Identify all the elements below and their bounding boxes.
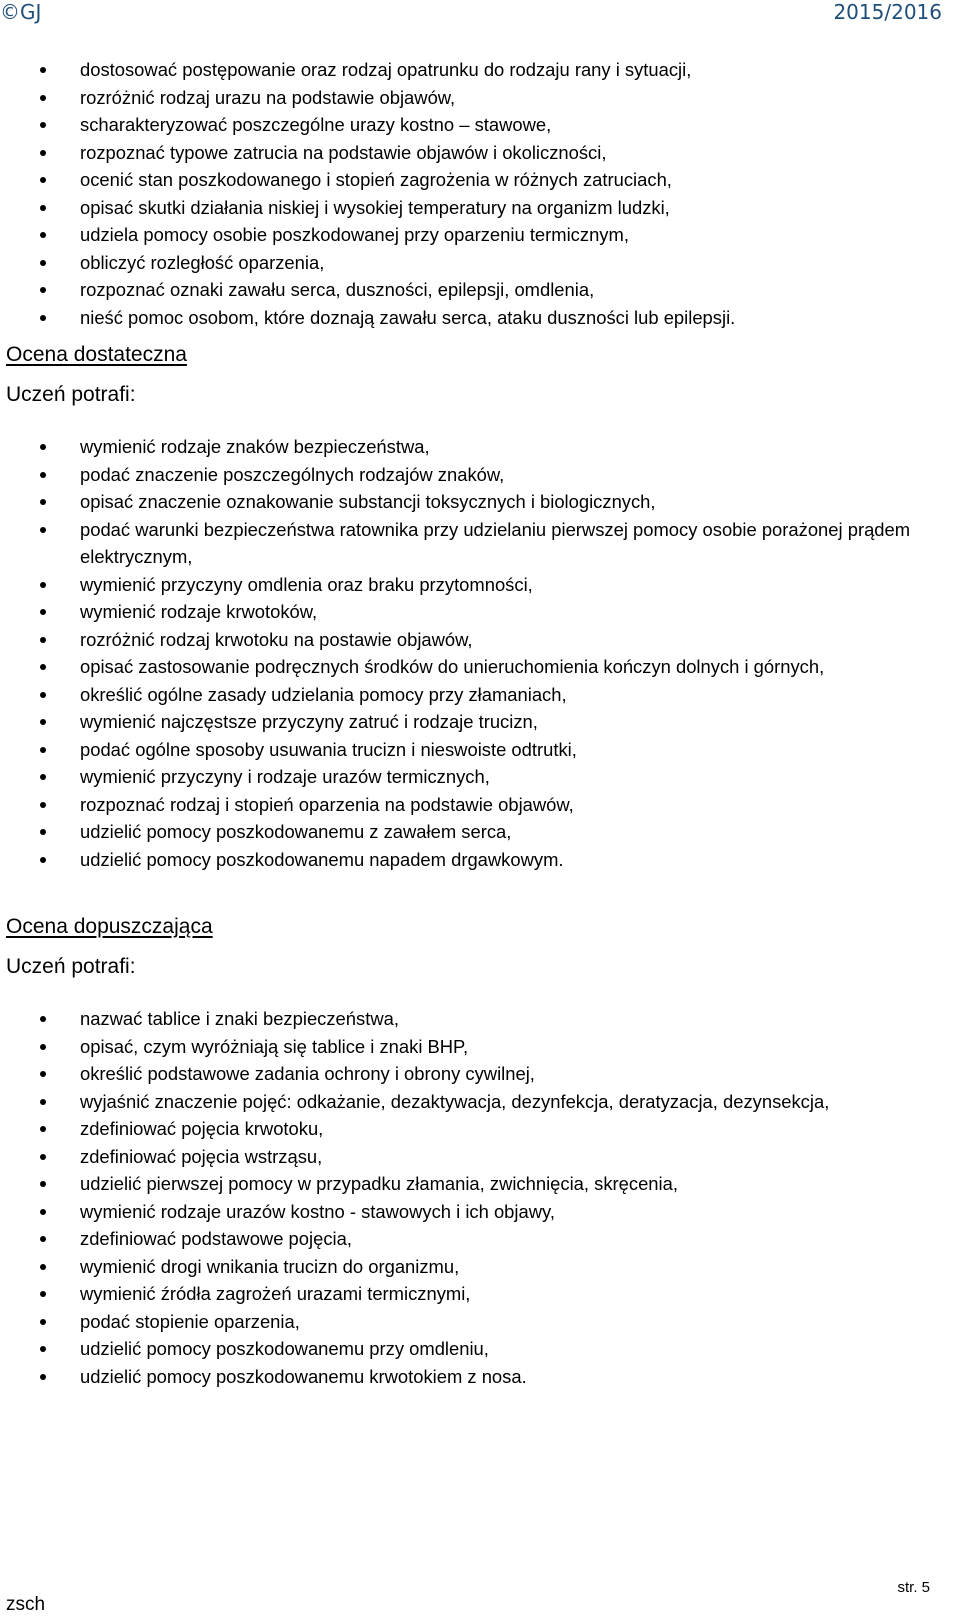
list-item-text: nazwać tablice i znaki bezpieczeństwa, (80, 1008, 399, 1029)
list-item-text: podać stopienie oparzenia, (80, 1310, 300, 1332)
bullet-icon (40, 1264, 46, 1270)
list-item-text: podać warunki bezpieczeństwa ratownika przy udzielaniu pierwszej pomocy osobie porażonej prądem elektrycznym, (80, 518, 911, 567)
list-item-text: zdefiniować pojęcia krwotoku, (80, 1118, 324, 1139)
list-item (0, 1143, 960, 1171)
list-item-text: podać ogólne sposoby usuwania trucizn i nieswoiste odtrutki, (80, 738, 577, 760)
bullet-icon (40, 150, 46, 156)
bullet-icon (40, 692, 46, 698)
footer-label: zsch (6, 1594, 46, 1615)
list-item-text: zdefiniować podstawowe pojęcia, (80, 1228, 352, 1249)
list-item (0, 1115, 960, 1143)
list-item-text: opisać, czym wyróżniają się tablice i znaki BHP, (80, 1035, 469, 1057)
list-item (0, 433, 960, 461)
list-item (0, 276, 960, 304)
list-item-text: rozróżnić rodzaj urazu na podstawie objawów, (80, 86, 456, 108)
list-item-text: opisać zastosowanie podręcznych środków do unieruchomienia kończyn dolnych i górnych, (80, 656, 825, 677)
bullet-icon (40, 205, 46, 211)
bullet-icon (40, 1154, 46, 1160)
list-item-text: udzielić pierwszej pomocy w przypadku złamania, zwichnięcia, skręcenia, (80, 1173, 678, 1194)
list-item (0, 56, 960, 84)
page-number: str. 5 (897, 1579, 930, 1596)
list-item (0, 1363, 960, 1391)
document-body (0, 56, 960, 1390)
list-item-text: obliczyć rozległość oparzenia, (80, 251, 325, 273)
bullet-icon (40, 1236, 46, 1242)
list-item (0, 1005, 960, 1033)
list-item (0, 1198, 960, 1226)
list-item (0, 249, 960, 277)
list-item-text: podać znaczenie poszczególnych rodzajów znaków, (80, 463, 505, 485)
bullet-icon (40, 1319, 46, 1325)
bullet-icon (40, 1126, 46, 1132)
list-item-text: wymienić rodzaje urazów kostno - stawowych i ich objawy, (80, 1200, 555, 1222)
bullet-icon (40, 527, 46, 533)
list-item-text: udziela pomocy osobie poszkodowanej przy oparzeniu termicznym, (80, 224, 629, 245)
list-item (0, 488, 960, 516)
section-subheading-dopuszczajaca: Uczeń potrafi: (6, 955, 136, 978)
list-item (0, 139, 960, 167)
bullet-icon (40, 1099, 46, 1105)
bullet-list-dostateczna (0, 433, 960, 873)
header-copyright: ©GJ (0, 0, 42, 24)
list-item (0, 84, 960, 112)
list-item-text: scharakteryzować poszczególne urazy kostno – stawowe, (80, 114, 552, 135)
list-item (0, 221, 960, 249)
list-item-text: udzielić pomocy poszkodowanemu napadem drgawkowym. (80, 848, 564, 870)
list-item (0, 846, 960, 874)
list-item-text: dostosować postępowanie oraz rodzaj opatrunku do rodzaju rany i sytuacji, (80, 59, 692, 80)
list-item (0, 304, 960, 332)
list-item-text: udzielić pomocy poszkodowanemu przy omdleniu, (80, 1338, 489, 1359)
list-item-text: ocenić stan poszkodowanego i stopień zagrożenia w różnych zatruciach, (80, 169, 672, 190)
list-item-text: określić ogólne zasady udzielania pomocy przy złamaniach, (80, 683, 567, 705)
bullet-list-dopuszczajaca (0, 1005, 960, 1390)
bullet-icon (40, 1181, 46, 1187)
bullet-icon (40, 1016, 46, 1022)
list-item (0, 626, 960, 654)
list-item (0, 791, 960, 819)
bullet-icon (40, 122, 46, 128)
list-item-text: wymienić źródła zagrożeń urazami termicznymi, (80, 1283, 471, 1304)
list-item (0, 653, 960, 681)
list-item-text: rozpoznać typowe zatrucia na podstawie objawów i okoliczności, (80, 141, 607, 163)
list-item-text: wymienić przyczyny omdlenia oraz braku przytomności, (80, 573, 533, 595)
list-item (0, 1060, 960, 1088)
list-item (0, 1088, 960, 1116)
bullet-icon (40, 1209, 46, 1215)
list-item-text: rozpoznać oznaki zawału serca, duszności, epilepsji, omdlenia, (80, 279, 595, 300)
list-item (0, 681, 960, 709)
bullet-icon (40, 664, 46, 670)
bullet-icon (40, 1044, 46, 1050)
bullet-icon (40, 609, 46, 615)
list-item (0, 1335, 960, 1363)
list-item (0, 1225, 960, 1253)
list-item (0, 708, 960, 736)
list-item (0, 461, 960, 489)
bullet-icon (40, 802, 46, 808)
bullet-icon (40, 315, 46, 321)
list-item (0, 598, 960, 626)
list-item (0, 1033, 960, 1061)
list-item-text: wymienić drogi wnikania trucizn do organizmu, (80, 1255, 460, 1277)
bullet-icon (40, 499, 46, 505)
list-item (0, 736, 960, 764)
list-item (0, 194, 960, 222)
list-item-text: zdefiniować pojęcia wstrząsu, (80, 1145, 323, 1167)
list-item (0, 166, 960, 194)
bullet-icon (40, 444, 46, 450)
list-item-text: wyjaśnić znaczenie pojęć: odkażanie, dezaktywacja, dezynfekcja, deratyzacja, dezynsekcja, (80, 1090, 830, 1112)
list-item-text: nieść pomoc osobom, które doznają zawału serca, ataku duszności lub epilepsji. (80, 306, 736, 328)
bullet-icon (40, 774, 46, 780)
header-school-year: 2015/2016 (833, 0, 942, 24)
bullet-icon (40, 472, 46, 478)
bullet-icon (40, 857, 46, 863)
list-item (0, 1170, 960, 1198)
list-item-text: opisać znaczenie oznakowanie substancji toksycznych i biologicznych, (80, 491, 656, 512)
list-item-text: rozpoznać rodzaj i stopień oparzenia na podstawie objawów, (80, 793, 574, 815)
bullet-icon (40, 1071, 46, 1077)
bullet-icon (40, 719, 46, 725)
list-item-text: udzielić pomocy poszkodowanemu krwotokiem z nosa. (80, 1365, 527, 1387)
list-item-text: opisać skutki działania niskiej i wysokiej temperatury na organizm ludzki, (80, 196, 670, 218)
list-item (0, 1253, 960, 1281)
bullet-icon (40, 95, 46, 101)
bullet-icon (40, 287, 46, 293)
bullet-icon (40, 177, 46, 183)
bullet-icon (40, 232, 46, 238)
list-item-text: wymienić przyczyny i rodzaje urazów termicznych, (80, 766, 490, 787)
section-subheading-dostateczna: Uczeń potrafi: (6, 383, 136, 406)
bullet-icon (40, 582, 46, 588)
bullet-icon (40, 260, 46, 266)
list-item (0, 1280, 960, 1308)
bullet-icon (40, 637, 46, 643)
bullet-icon (40, 1374, 46, 1380)
list-item-text: wymienić rodzaje znaków bezpieczeństwa, (80, 436, 430, 457)
section-heading-dostateczna: Ocena dostateczna (6, 343, 187, 366)
bullet-list-top (0, 56, 960, 331)
list-item-text: rozróżnić rodzaj krwotoku na postawie objawów, (80, 628, 473, 650)
bullet-icon (40, 67, 46, 73)
bullet-icon (40, 1346, 46, 1352)
list-item-text: udzielić pomocy poszkodowanemu z zawałem serca, (80, 821, 512, 842)
section-heading-dopuszczajaca: Ocena dopuszczająca (6, 915, 213, 938)
list-item (0, 763, 960, 791)
bullet-icon (40, 1291, 46, 1297)
list-item (0, 818, 960, 846)
list-item-text: określić podstawowe zadania ochrony i obrony cywilnej, (80, 1063, 535, 1084)
list-item (0, 571, 960, 599)
list-item (0, 516, 960, 571)
list-item-text: wymienić rodzaje krwotoków, (80, 601, 318, 622)
list-item-text: wymienić najczęstsze przyczyny zatruć i rodzaje trucizn, (80, 711, 538, 732)
list-item (0, 111, 960, 139)
list-item (0, 1308, 960, 1336)
bullet-icon (40, 829, 46, 835)
bullet-icon (40, 747, 46, 753)
